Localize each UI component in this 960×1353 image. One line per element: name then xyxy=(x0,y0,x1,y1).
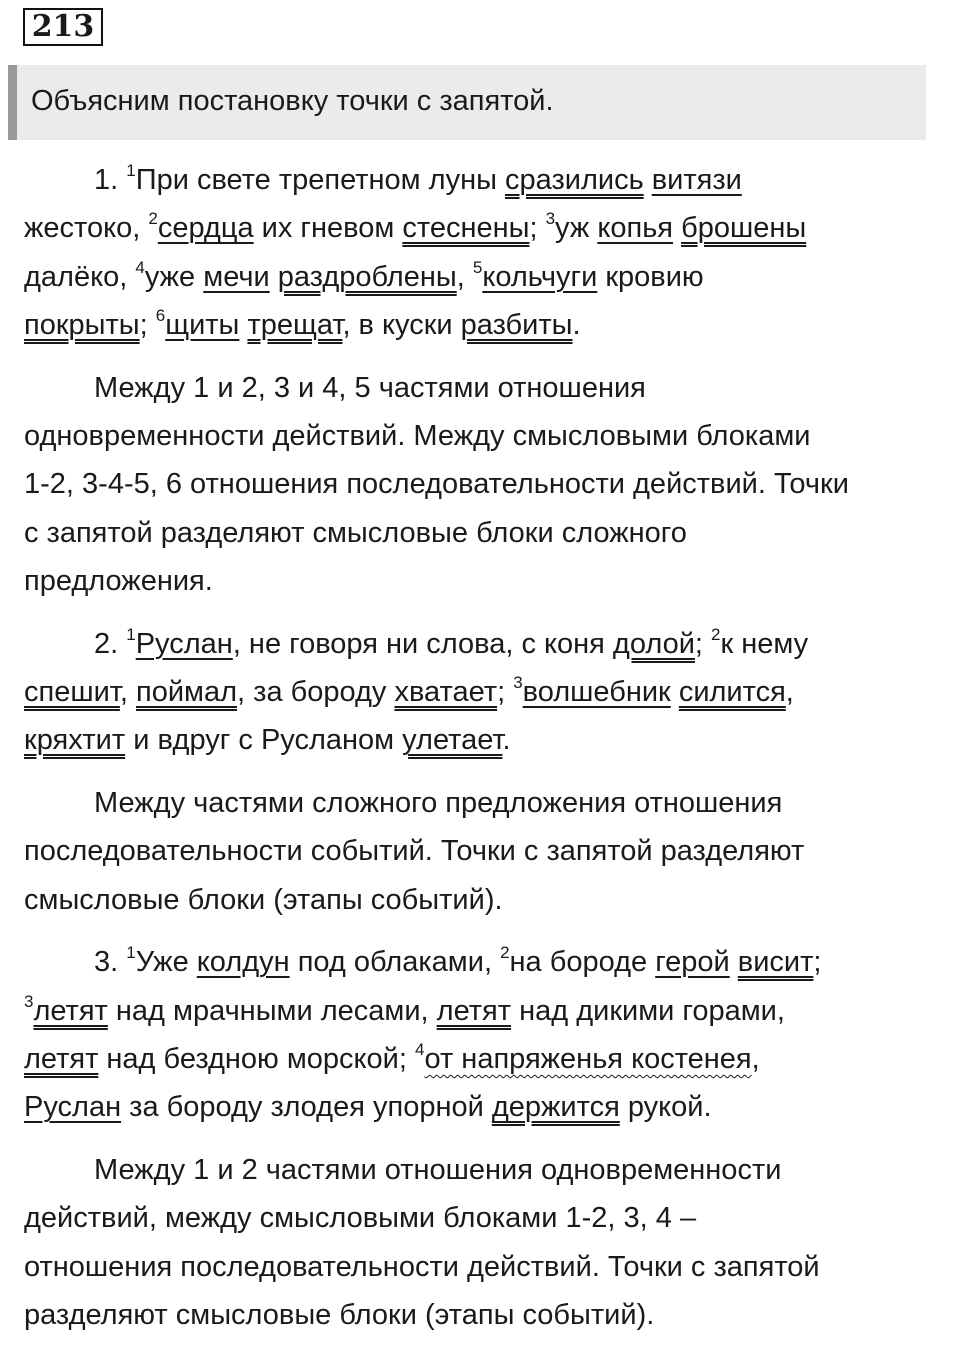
text-segment: . xyxy=(502,724,511,757)
clause-number: 3 xyxy=(545,209,556,229)
subject-word: щиты xyxy=(165,309,240,342)
clause-number: 1 xyxy=(126,161,136,180)
text-segment: ; xyxy=(694,627,712,660)
clause-number: 5 xyxy=(472,257,483,277)
predicate-word: летят xyxy=(33,994,108,1027)
text-segment: 3. xyxy=(94,946,127,979)
text-segment: на бороде xyxy=(509,946,656,979)
text-segment: ; xyxy=(497,676,514,709)
predicate-word: улетает xyxy=(402,724,503,757)
text-segment: , xyxy=(785,676,794,709)
text-segment: Между 1 и 2, 3 и 4, 5 частями отношения xyxy=(94,371,646,404)
text-segment: 2. xyxy=(94,627,127,660)
text-segment: и вдруг с Русланом xyxy=(125,724,403,757)
predicate-word: хватает xyxy=(394,676,498,709)
subject-word: копья xyxy=(597,212,674,245)
text-segment: к нему xyxy=(720,627,809,660)
subject-word: мечи xyxy=(203,260,270,293)
predicate-word: висит xyxy=(737,946,814,979)
text-segment: , за бороду xyxy=(237,676,395,709)
text-segment: , в куски xyxy=(342,309,461,342)
subject-word: витязи xyxy=(651,164,742,196)
subject-word: кольчуги xyxy=(482,260,598,293)
paragraph xyxy=(24,938,954,1132)
subject-word: колдун xyxy=(196,946,290,979)
text-segment: действий, между смысловыми блоками 1-2, 3, 4 – xyxy=(24,1202,697,1235)
text-segment: последовательности событий. Точки с запятой разделяют xyxy=(24,835,805,868)
text-segment: рукой. xyxy=(619,1091,712,1124)
text-segment: , xyxy=(456,260,473,293)
predicate-word: разбиты xyxy=(460,309,573,342)
text-segment: уж xyxy=(555,212,598,245)
document-body xyxy=(24,156,954,1353)
text-segment: отношения последовательности действий. Точки с запятой xyxy=(24,1250,820,1283)
predicate-word: силится xyxy=(678,676,786,709)
text-segment: , xyxy=(751,1042,760,1075)
paragraph xyxy=(24,779,954,924)
subject-word: Руслан xyxy=(24,1091,122,1124)
text-segment: одновременности действий. Между смысловыми блоками xyxy=(24,420,811,453)
predicate-word: стеснены xyxy=(402,212,530,245)
clause-number: 2 xyxy=(500,943,510,963)
participial-phrase: от напряженья костенея xyxy=(424,1042,752,1075)
text-segment: Между 1 и 2 частями отношения одновременности xyxy=(94,1153,782,1186)
text-segment: , xyxy=(119,676,136,709)
text-segment: ; xyxy=(529,212,546,245)
text-segment xyxy=(673,212,681,244)
text-segment: над бездною морской; xyxy=(98,1042,415,1075)
text-segment: за бороду злодея упорной xyxy=(121,1091,492,1124)
subject-word: волшебник xyxy=(522,676,671,709)
text-segment: ; xyxy=(813,946,822,979)
text-segment: над дикими горами, xyxy=(511,994,785,1027)
predicate-word: кряхтит xyxy=(24,724,126,757)
predicate-word: трещат xyxy=(247,309,343,342)
clause-number: 2 xyxy=(148,209,158,229)
predicate-word: летят xyxy=(24,1042,99,1075)
predicate-word: спешит xyxy=(24,676,120,709)
predicate-word: брошены xyxy=(681,212,807,245)
subject-word: герой xyxy=(655,946,730,979)
predicate-word: держится xyxy=(491,1091,620,1124)
text-segment: , не говоря ни слова, с коня xyxy=(232,627,613,660)
text-segment: 1-2, 3-4-5, 6 отношения последовательности действий. Точки xyxy=(24,468,849,501)
text-segment xyxy=(644,164,652,196)
clause-number: 1 xyxy=(126,943,136,963)
subject-word: сердца xyxy=(157,212,254,245)
task-number: 213 xyxy=(23,8,103,46)
clause-number: 6 xyxy=(155,306,166,326)
heading-text: Объясним постановку точки с запятой. xyxy=(31,85,554,117)
text-segment: При свете трепетном луны xyxy=(135,164,506,196)
text-segment: Между частями сложного предложения отношения xyxy=(94,786,783,819)
text-segment: . xyxy=(572,309,581,342)
paragraph xyxy=(24,1146,954,1340)
subject-word: Руслан xyxy=(135,627,233,660)
text-segment xyxy=(671,676,679,708)
paragraph xyxy=(24,156,954,350)
text-segment: далёко, xyxy=(24,260,136,293)
clause-number: 4 xyxy=(135,257,145,277)
text-segment: разделяют смысловые блоки (этапы событий). xyxy=(24,1298,655,1331)
paragraph xyxy=(24,364,954,606)
text-segment: кровию xyxy=(597,260,704,293)
clause-number: 3 xyxy=(513,673,523,693)
paragraph xyxy=(24,620,954,765)
text-segment: смысловые блоки (этапы событий). xyxy=(24,883,503,916)
text-segment: под облаками, xyxy=(289,946,501,979)
text-segment xyxy=(270,261,278,293)
text-segment: ; xyxy=(139,309,156,342)
text-segment: предложения. xyxy=(24,565,213,598)
clause-number: 3 xyxy=(24,991,34,1011)
text-segment: уже xyxy=(144,260,204,293)
text-segment: над мрачными лесами, xyxy=(107,994,437,1027)
text-segment: жестоко, xyxy=(24,212,149,245)
clause-number: 2 xyxy=(711,624,721,644)
clause-number: 4 xyxy=(415,1039,425,1059)
predicate-word: раздроблены xyxy=(277,260,457,293)
text-segment xyxy=(730,946,738,978)
predicate-word: летят xyxy=(436,994,512,1027)
text-segment: Уже xyxy=(135,946,197,979)
text-segment: их гневом xyxy=(253,212,403,245)
predicate-word: покрыты xyxy=(24,309,140,342)
clause-number: 1 xyxy=(126,624,136,644)
predicate-word: сразились xyxy=(505,164,644,196)
predicate-word: долой xyxy=(612,627,695,660)
text-segment: с запятой разделяют смысловые блоки сложного xyxy=(24,516,687,549)
text-segment: 1. xyxy=(94,164,127,196)
heading-banner xyxy=(8,65,926,140)
predicate-word: поймал xyxy=(136,676,238,709)
